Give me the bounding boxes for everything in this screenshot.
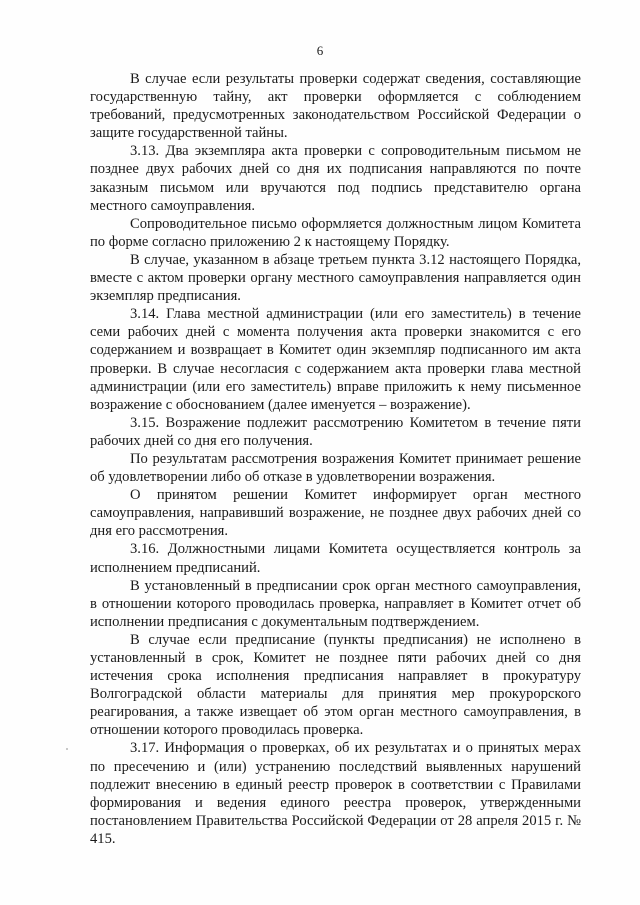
- paragraph-3-13: 3.13. Два экземпляра акта проверки с сопроводительным письмом не позднее двух рабочих дней со дня их подписания направляются по почте заказным письмом или вручаются под подпись представителю органа местного самоуправления.: [90, 143, 581, 214]
- paragraph-execution-report: В установленный в предписании срок орган местного самоуправления, в отношении которого проводилась проверка, направляет в Комитет отчет об исполнении предписания с документальным подтверждением.: [90, 577, 581, 630]
- paragraph-decision-notice: О принятом решении Комитет информирует орган местного самоуправления, направивший возражение, не позднее двух рабочих дней со дня его рассмотрения.: [90, 487, 581, 540]
- paragraph-objection-decision: По результатам рассмотрения возражения Комитет принимает решение об удовлетворении либо об отказе в удовлетворении возражения.: [90, 450, 581, 486]
- paragraph-non-execution: В случае если предписание (пункты предписания) не исполнено в установленный в срок, Комитет не позднее пяти рабочих дней со дня истечения срока исполнения предписания направляет в прокуратуру Волгоградской области материалы для принятия мер прокурорского реагирования, а также извещает об этом орган местного самоуправления, в отношении которого проводилась проверка.: [90, 631, 581, 739]
- paragraph-state-secret: В случае если результаты проверки содержат сведения, составляющие государственную тайну, акт проверки оформляется с соблюдением требований, предусмотренных законодательством Российской Федерации о защите государственной тайны.: [90, 71, 581, 142]
- paragraph-3-15: 3.15. Возражение подлежит рассмотрению Комитетом в течение пяти рабочих дней со дня его получения.: [90, 414, 581, 449]
- page-number: 6: [316, 43, 324, 58]
- paragraph-3-17: 3.17. Информация о проверках, об их результатах и о принятых мерах по пресечению и (или) устранению последствий выявленных нарушений подлежит внесению в единый реестр проверок в соответствии с Правилами формирования и ведения единого реестра проверок, утвержденными постановлением Правительства Российской Федерации от 28 апреля 2015 г. № 415.: [90, 740, 581, 847]
- scan-speck: [66, 748, 68, 750]
- paragraph-3-14: 3.14. Глава местной администрации (или его заместитель) в течение семи рабочих дней с момента получения акта проверки знакомится с его содержанием и возвращает в Комитет один экземпляр подписанного им акта проверки. В случае несогласия с содержанием акта проверки глава местной администрации (или его заместитель) вправе приложить к нему письменное возражение с обоснованием (далее именуется – возражение).: [90, 306, 581, 413]
- paragraph-cover-letter: Сопроводительное письмо оформляется должностным лицом Комитета по форме согласно приложению 2 к настоящему Порядку.: [90, 215, 581, 250]
- document-body: [90, 70, 581, 848]
- paragraph-3-16: 3.16. Должностными лицами Комитета осуществляется контроль за исполнением предписаний.: [90, 541, 581, 576]
- paragraph-order-copy: В случае, указанном в абзаце третьем пункта 3.12 настоящего Порядка, вместе с актом проверки органу местного самоуправления направляется один экземпляр предписания.: [90, 251, 581, 305]
